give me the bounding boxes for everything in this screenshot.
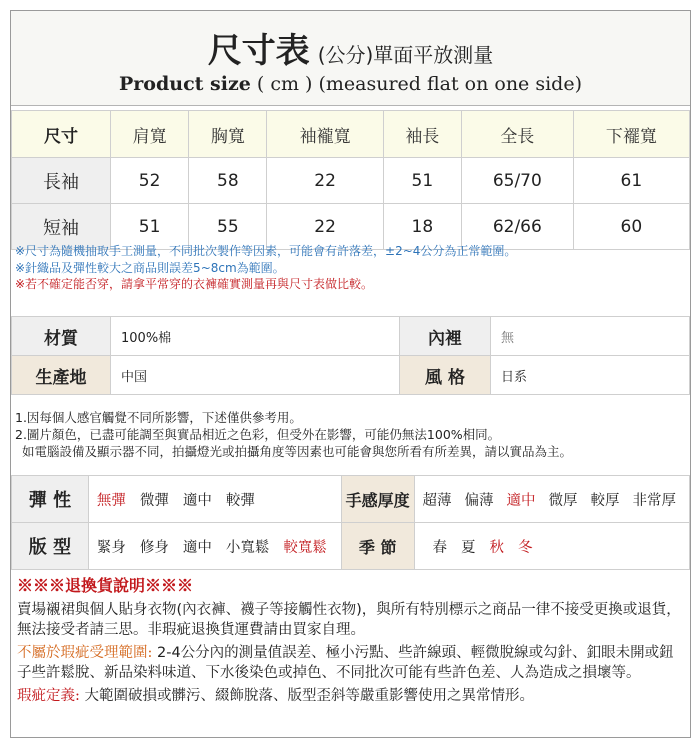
title-en-rest: ( cm ) (measured flat on one side) [256,73,582,95]
option: 適中 [182,492,212,509]
table-cell: 18 [383,204,461,250]
style-label: 風 格 [400,356,491,395]
option: 非常厚 [632,492,676,509]
elastic-label: 彈 性 [12,476,89,523]
table-cell: 51 [111,204,189,250]
col-sleeve: 袖長 [383,111,461,158]
table-cell: 65/70 [461,158,573,204]
size-table-header [12,111,690,158]
table-row [12,317,690,356]
option: 偏薄 [464,492,494,509]
col-length: 全長 [461,111,573,158]
option-selected: 適中 [506,492,536,509]
option: 小寬鬆 [225,539,270,556]
thickness-options [414,476,690,523]
defect-label: 瑕疵定義: [17,687,80,704]
option: 微彈 [139,492,169,509]
not-defect-paragraph [17,643,685,684]
lining-label: 內裡 [400,317,491,356]
season-label: 季 節 [341,523,414,570]
table-cell: 62/66 [461,204,573,250]
option: 夏 [461,539,476,556]
table-cell: 55 [189,204,267,250]
option: 修身 [139,539,169,556]
option: 較厚 [590,492,620,509]
not-defect-label: 不屬於瑕疵受理範圍: [17,644,153,661]
info-line: 2.圖片顏色，已盡可能調至與實品相近之色彩，但受外在影響，可能仍無法100%相同。 [15,427,501,442]
option: 微厚 [548,492,578,509]
option: 超薄 [422,492,452,509]
table-cell: 58 [189,158,267,204]
table-cell: 51 [383,158,461,204]
info-notes [15,409,572,460]
title-section [11,11,690,106]
title-en-bold: Product size [119,73,251,95]
note-line: ※針織品及彈性較大之商品則誤差5~8cm為範圍。 [15,260,285,275]
table-row [12,523,690,570]
col-hem: 下襬寬 [573,111,689,158]
lining-value: 無 [491,317,690,356]
row-label-long: 長袖 [12,158,111,204]
material-value: 100%棉 [111,317,400,356]
info-line: 如電腦設備及顯示器不同，拍攝燈光或拍攝角度等因素也可能會與您所看有所差異，請以實品為主。 [22,444,573,459]
title-main: 尺寸表 [207,31,310,71]
thickness-label: 手感厚度 [341,476,414,523]
info-line: 1.因每個人感官觸覺不同所影響，下述僅供參考用。 [15,410,302,425]
table-cell: 22 [267,204,383,250]
defect-paragraph [17,686,685,707]
measurement-notes [15,243,516,293]
title-en [11,73,690,95]
table-cell: 61 [573,158,689,204]
table-cell: 22 [267,158,383,204]
return-paragraph: 賣場襯裙與個人貼身衣物(內衣褲、襪子等接觸性衣物)，與所有特別標示之商品一律不接受更換或退貨，無法接受者請三思。非瑕疵退換貨運費請由買家自理。 [17,601,681,638]
table-cell: 60 [573,204,689,250]
return-policy [17,576,685,708]
option: 較彈 [225,492,255,509]
row-label-short: 短袖 [12,204,111,250]
style-value: 日系 [491,356,690,395]
col-shoulder: 肩寬 [111,111,189,158]
feel-table [11,475,690,570]
origin-label: 生產地 [12,356,111,395]
note-line-warning: ※若不確定能否穿，請拿平常穿的衣褲確實測量再與尺寸表做比較。 [15,277,374,291]
size-corner: 尺寸 [12,111,111,158]
title-sub: (公分)單面平放測量 [317,43,494,67]
option: 緊身 [96,539,126,556]
table-row [12,356,690,395]
fit-options [88,523,341,570]
col-armhole: 袖襱寬 [267,111,383,158]
origin-value: 中国 [111,356,400,395]
material-label: 材質 [12,317,111,356]
return-heading: ※※※退換貨說明※※※ [17,576,194,595]
size-chart-page [10,10,691,738]
option-selected: 秋 [489,539,504,556]
option: 適中 [182,539,212,556]
size-table [11,110,690,250]
attributes-table [11,316,690,395]
not-defect-text: 2-4公分內的測量值誤差、極小污點、些許線頭、輕微脫線或勾針、釦眼未開或鈕子些許鬆脫、新品染料味道、下水後染色或掉色、不同批次可能有些許色差、人為造成之損壞等。 [17,644,674,681]
option-selected: 較寬鬆 [283,539,327,556]
table-cell: 52 [111,158,189,204]
col-chest: 胸寬 [189,111,267,158]
title-cn [11,23,690,72]
option: 春 [432,539,447,556]
defect-text: 大範圍破損或髒污、綴飾脫落、版型歪斜等嚴重影響使用之異常情形。 [79,687,534,704]
season-options [414,523,690,570]
option-selected: 無彈 [96,492,126,509]
fit-label: 版 型 [12,523,89,570]
elastic-options [88,476,341,523]
table-row [12,158,690,204]
table-row [12,476,690,523]
option-selected: 冬 [518,539,533,556]
note-line: ※尺寸為隨機抽取手工測量，不同批次製作等因素，可能會有許落差，±2~4公分為正常範圍。 [15,244,517,258]
